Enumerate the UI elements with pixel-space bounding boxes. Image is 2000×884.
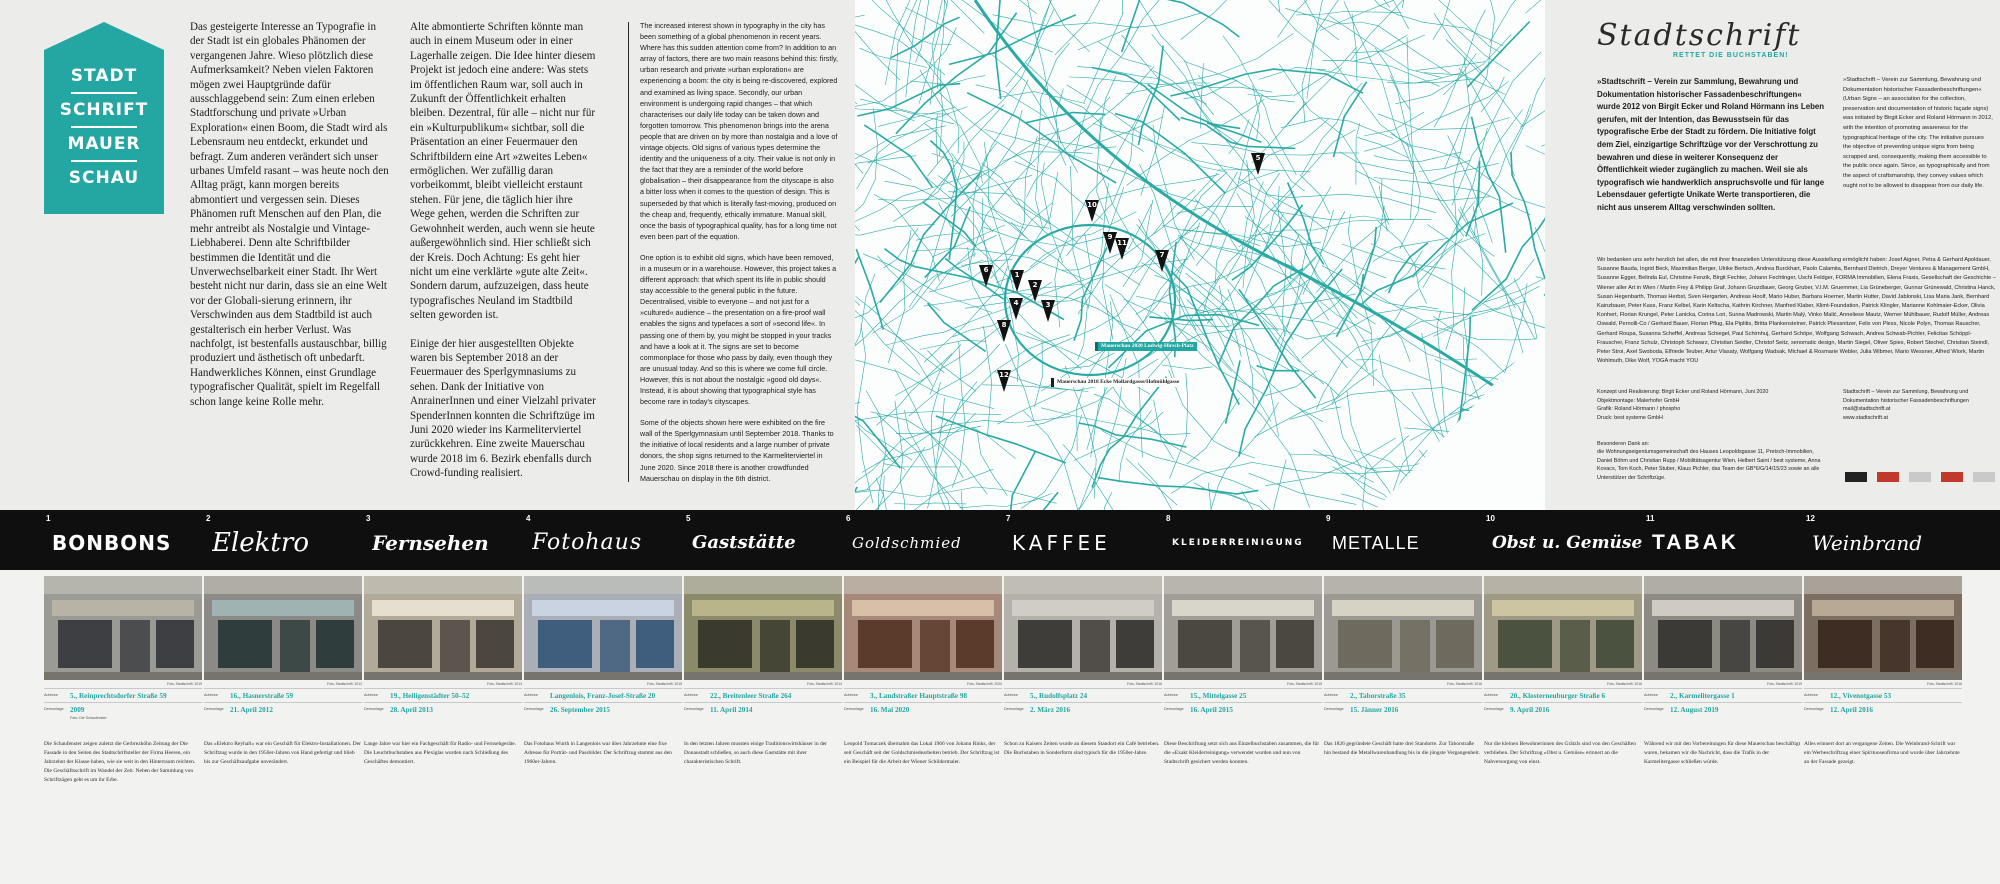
entry-note: Foto: Die Schaufenster [70, 716, 107, 720]
sign-details [44, 688, 202, 721]
band-number: 5 [686, 514, 691, 523]
shop-photo [204, 576, 362, 680]
pin-number: 12 [999, 371, 1009, 379]
map-label-2020: Mauerschau 2020 Ludwig-Hirsch-Platz [1095, 342, 1197, 351]
band-item [1644, 510, 1806, 570]
band-lettering: Weinbrand [1812, 531, 1923, 555]
removal-date: 16. Mai 2020 [870, 706, 910, 714]
address-value: 19., Heiligenstädter 50–52 [390, 692, 470, 700]
sign-details [1804, 688, 1962, 716]
sponsor-logo [1941, 472, 1963, 482]
address-label: Adresse [684, 693, 698, 697]
removal-date: 26. September 2015 [550, 706, 610, 714]
photo-credit: Foto: Stadtschrift, 2016 [1446, 682, 1482, 686]
sponsor-logo [1909, 472, 1931, 482]
removal-date: 12. August 2019 [1670, 706, 1719, 714]
intro-panel [0, 0, 855, 510]
sponsor-logo [1877, 472, 1899, 482]
date-label: Demontage [204, 707, 224, 711]
sign-details [1484, 688, 1642, 716]
photo-credit: Foto: Stadtschrift, 2016 [1606, 682, 1642, 686]
address-label: Adresse [204, 693, 218, 697]
sign-details [204, 688, 362, 716]
shop-photo [44, 576, 202, 680]
band-number: 11 [1646, 514, 1655, 523]
pin-number: 3 [1045, 301, 1051, 309]
sign-story: Diese Beschriftung setzt sich aus Einzelbuchstaben zusammen, die für die »Exakt Kleiderreinigung« verwendet wurden und nun von Stadtschrift gesichert werden konnten. [1164, 741, 1320, 765]
paragraph: Einige der hier ausgestellten Objekte waren bis September 2018 an der Feuermauer des Sperlgymnasiums zu sehen. Dank der Initiative von AnrainerInnen und einer Vielzahl privater SpenderInnen konnten die Schriftzüge im Juni 2020 wieder ins Karmeliterviertel zurückkehren. Eine zweite Mauerschau wurde 2018 im 6. Bezirk ebenfalls durch Crowd-funding realisiert. [410, 337, 596, 480]
brand-tagline: RETTET DIE BUCHSTABEN! [1673, 52, 1789, 59]
map-pin [1010, 270, 1024, 292]
band-item [44, 510, 206, 570]
band-number: 10 [1486, 514, 1495, 523]
address-value: 2., Taborstraße 35 [1350, 692, 1406, 700]
shop-photo [1004, 576, 1162, 680]
intro-text-german-col1 [190, 20, 390, 423]
sign-details [1644, 688, 1802, 716]
removal-date: 9. April 2016 [1510, 706, 1550, 714]
band-lettering: Fernsehen [372, 531, 489, 555]
band-lettering: BONBONS [52, 531, 172, 555]
sign-details [524, 688, 682, 716]
removal-date: 2009 [70, 706, 85, 714]
photo-credit: Foto: Stadtschrift, 2015 [646, 682, 682, 686]
band-number: 12 [1806, 514, 1815, 523]
sign-details [684, 688, 842, 716]
address-value: 5., Rudolfsplatz 24 [1030, 692, 1088, 700]
sponsor-logo [1973, 472, 1995, 482]
sign-story: Während wir mit den Vorbereitungen für diese Mauerschau beschäftigt waren, bekamen wir die Nachricht, dass die Trafik in der Karmelitergasse schließen würde. [1644, 741, 1801, 765]
removal-date: 15. Jänner 2016 [1350, 706, 1399, 714]
pin-number: 5 [1255, 154, 1261, 162]
pin-number: 2 [1032, 281, 1038, 289]
map-pin [979, 265, 993, 287]
date-label: Demontage [44, 707, 64, 711]
pin-number: 4 [1013, 299, 1019, 307]
map-pin [997, 370, 1011, 392]
band-item [1164, 510, 1326, 570]
pin-number: 11 [1117, 239, 1127, 247]
mauerschau-logo [44, 22, 164, 214]
photo-credit: Foto: Stadtschrift, 2014 [806, 682, 842, 686]
logo-word-2: SCHRIFT [59, 100, 149, 120]
date-label: Demontage [1804, 707, 1824, 711]
map-pin [1041, 300, 1055, 322]
sign-details [1164, 688, 1322, 716]
donor-thanks: Wir bedanken uns sehr herzlich bei allen, die mit ihrer finanziellen Unterstützung diese Ausstellung ermöglicht haben: Josef Aigner, Petra & Gerhard Apoldauer, Susanne Bauda, Ingrid Beck, Maximilian Berger, Ulrike Bertsch, Andrea Burckhart, Paolo Calamita, Bernhard Dietrich, Dreyer Ventures & Management GmbH, Susanne Egger, Belinda Eul, Christine Fenzik, Birgit Fechter, Johann Fechtinger, Uschi Feldger, FORMA Immobilien, Elena Fraxis, Gesellschaft der Geschichte – Wiener aller Art in Wien / Martin Frey & Philipp Graf, Johann Gruzdlauer, Georg Gruber, V.I.M. Gruemmer, Lia Grüneberger, Gunnar Grünewald, Christina Hanck, Susan Hegenbarth, Thomas Herbst, Sven Hergarten, Andreas Hoolf, Mario Huber, Barbara Hoerner, Martin Hutter, David Jablonski, Lisa Maria Jank, Bernhard Kainzbauer, Peter Kass, Franz Kelbel, Karin Keltscha, Kathrin Kirchner, Manfred Klaber, Klimt-Foundation, Patrick Klingler, Marianne Kohlmaier-Ecker, Olivia Konhert, Florian Krungel, Peter Lanicka, Corina Lori, Sunna Madrowski, Martin Malý, Vinko Malić, Anneliese Mautz, Werner Mühlbauer, Rudolf Müller, Andreas Oswald, Pernolli-Co / Gerhard Bauer, Florian Pflug, Ela Piplitis, Britta Plankensteiner, Patrick Pliessnitzer, Felix von Pless, Nicole Polyn, Thomas Rauscher, Gerhard Roupa, Susanna Scheffel, Andreas Schiegel, Paul Schirnhuj, Gerhard Schöpe, Wolfgang Schwach, Andrea Schwab-Pichler, Felicitas Schöppl-Frauscher, Franz Schulz, Christoph Schwarz, Christian Seidler, Christof Seitz, senomatic design, Martin Siegel, Oliver Spies, Robert Stechel, Christian Steindl, Peter Stroi, Axel Swoboda, Elfriede Teuber, Artur Vlasaty, Wolfgang Wadsak, Michael & Rosmarie Webler, Julia Wibmer, Mario Wessner, Alfred Wiork, Martin Wohlmuth, Dike Wolf, YOGA macht YOU [1597, 257, 1996, 365]
address-label: Adresse [1324, 693, 1338, 697]
sign-story: Leopold Tomaczek übernahm das Lokal 1966 von Johann Rinks, der seit Geschäft seit der Goldschmiedearbeiten betrieb. Der Schriftzug ist ein Beispiel für die Arbeit der Wiener Schildermaler. [844, 741, 1000, 765]
sign-story: Das »Elektro Reyhall« war ein Geschäft für Elektro-Installationen. Der Schriftzug wurde in den 1950er-Jahren von Hand gefertigt und blieb bis zur Geschäftsaufgabe unverändert. [204, 741, 361, 765]
band-item [524, 510, 686, 570]
band-lettering: KAFFEE [1012, 531, 1111, 555]
shop-photo [844, 576, 1002, 680]
address-value: Langenlois, Franz-Josef-Straße 20 [550, 692, 656, 700]
lettering-band [0, 510, 2000, 570]
logo-word-3: MAUER [67, 134, 141, 154]
map-pin [1085, 200, 1099, 222]
address-value: 20., Klosterneuburger Straße 6 [1510, 692, 1606, 700]
address-value: 22., Breitenleer Straße 264 [710, 692, 792, 700]
band-item [1324, 510, 1486, 570]
address-label: Adresse [1484, 693, 1498, 697]
association-intro-german: »Stadtschrift – Verein zur Sammlung, Bewahrung und Dokumentation historischer Fassadenbeschriftungen« wurde 2012 von Birgit Ecker und Roland Hörmann ins Leben gerufen, mit der Intention, das Bewusstsein für das typografische Erbe der Stadt zu fördern. Die Initiative folgt dem Ziel, einzigartige Schriftzüge vor der Verschrottung zu bewahren und diese in weiterer Konsequenz der Öffentlichkeit wieder zugänglich zu machen. Weil sie als typografisch wie handwerklich anspruchsvolle und für lange Lebensdauer gefertigte Unikate Werte transportieren, die nicht aus unserem Alltag verschwinden sollten. [1597, 77, 1825, 212]
photo-credit: Foto: Stadtschrift, 2019 [1766, 682, 1802, 686]
shop-photo [1324, 576, 1482, 680]
association-intro-english: »Stadtschrift – Verein zur Sammlung, Bewahrung und Dokumentation historischer Fassadenbeschriftungen« (Urban Signs – an association for the collection, preservation and documentation of historic façade signs) was initiated by Birgit Ecker and Roland Hörmann in 2012, with the intention of promoting awareness for the typographical heritage of the city. The initiative pursues the objective of preventing unique signs from being scrapped and, consequently, making them accessible to the public once again. Since, as typographically and from the aspect of craftsmanship, they convey values which ought not to be allowed to disappear from our daily life. [1843, 77, 1993, 189]
sign-details [364, 688, 522, 716]
logo-word-4: SCHAU [68, 168, 140, 188]
band-lettering: METALLE [1332, 533, 1420, 553]
photo-credit: Foto: Stadtschrift, 2013 [486, 682, 522, 686]
sign-details [1324, 688, 1482, 716]
photo-credit: Foto: Stadtschrift, 2020 [966, 682, 1002, 686]
paragraph: Das gesteigerte Interesse an Typografie in der Stadt ist ein globales Phänomen der vergangenen Jahre. Wieso plötzlich diese Aufmerksamkeit? Neben vielen Faktoren mögen zwei Hauptgründe dafür ausschlaggebend sein: Zum einen erleben Stadtforschung und private »Urban Exploration« einen Boom, die Stadt wird als Lebensraum neu entdeckt, erkundet und befragt. Zum anderen verändert sich unser urbanes Umfeld rasant – was heute noch den Alltag prägt, kann morgen bereits abmontiert und vergessen sein. Dieses Phänomen ruft Menschen auf den Plan, die mehr antreibt als Nostalgie und Vintage-Liebhaberei. Denn alte Schriftbilder bestimmen die Identität und die Unverwechselbarkeit einer Stadt. Ihr Wert besteht nicht nur darin, dass sie an eine Welt vor der Globali-sierung erinnern, ihr Verschwinden aus dem Stadtbild ist auch gestalterisch ein herber Verlust. Was nachfolgt, ist bestenfalls austauschbar, billig produziert und ästhetisch oft unbedarft. Handwerkliches Können, einst Grundlage typografischer Qualität, spielt im Regelfall schon lange keine Rolle mehr. [190, 21, 389, 408]
address-label: Adresse [44, 693, 58, 697]
band-number: 1 [46, 514, 51, 523]
pin-number: 9 [1107, 233, 1113, 241]
intro-text-german-col2 [410, 20, 600, 495]
band-lettering: Elektro [212, 528, 309, 558]
address-value: 15., Mittelgasse 25 [1190, 692, 1247, 700]
pin-number: 1 [1014, 271, 1020, 279]
intro-text-english [640, 20, 838, 494]
band-item [204, 510, 366, 570]
address-value: 3., Landstraßer Hauptstraße 98 [870, 692, 968, 700]
removal-date: 16. April 2015 [1190, 706, 1233, 714]
band-lettering: Obst u. Gemüse [1492, 533, 1643, 553]
pin-number: 8 [1001, 321, 1007, 329]
photo-credit: Foto: Stadtschrift, 2016 [1126, 682, 1162, 686]
removal-date: 11. April 2014 [710, 706, 753, 714]
sponsor-logo [1845, 472, 1867, 482]
paragraph: Some of the objects shown here were exhibited on the fire wall of the Sperlgymnasium until September 2018. Thanks to the initiative of local residents and a large number of private donors, the shop signs returned to the Karmeliterviertel in June 2020. Since 2018 there is another crowdfunded Mauerschau on display in the 6th district. [640, 418, 834, 483]
map-pin [1251, 153, 1265, 175]
date-label: Demontage [684, 707, 704, 711]
band-item [844, 510, 1006, 570]
date-label: Demontage [364, 707, 384, 711]
shop-photo [524, 576, 682, 680]
band-lettering: Fotohaus [532, 530, 643, 555]
map-pin [1115, 238, 1129, 260]
date-label: Demontage [1164, 707, 1184, 711]
address-value: 16., Hasnerstraße 59 [230, 692, 294, 700]
shop-photo [1484, 576, 1642, 680]
date-label: Demontage [1324, 707, 1344, 711]
shop-photo [364, 576, 522, 680]
city-map [855, 0, 1545, 510]
street-network [855, 0, 1545, 510]
band-number: 8 [1166, 514, 1171, 523]
sign-details [844, 688, 1002, 716]
sign-details [1004, 688, 1162, 716]
column-divider [628, 22, 629, 482]
address-value: 12., Vivenotgasse 53 [1830, 692, 1892, 700]
band-lettering: Gaststätte [692, 532, 796, 553]
date-label: Demontage [1484, 707, 1504, 711]
band-item [684, 510, 846, 570]
shop-photo [1164, 576, 1322, 680]
pin-number: 6 [983, 266, 989, 274]
address-label: Adresse [1644, 693, 1658, 697]
removal-date: 28. April 2013 [390, 706, 433, 714]
contact: Stadtschrift – Verein zur Sammlung, Bewahrung und Dokumentation historischer Fassadenbeschriftungen mail@stadtschrift.at www.stadtschrift.at [1843, 389, 1969, 421]
sign-story: Die Schaufenster zeigen zuletzt die Gerbrezhöhn Zeitung der Die Fassade in den Seiten des Stadtschriftsteller der Firma Heeren, ein Jahrzehnt der Klasse haben, wie sie weit in den Hinterraum reichten. Die Geschäftsschrift im Wandel der Zeit. Neben der Sammlung von Schriftzügen geht es um ihr Erbe. [44, 741, 196, 783]
map-label-2018: Mauerschau 2018 Ecke Mollardgasse/Hofmühlgasse [1051, 378, 1182, 387]
band-item [1004, 510, 1166, 570]
map-pin [1028, 280, 1042, 302]
sign-story: Lange Jahre war hier ein Fachgeschäft für Radio- und Fernsehgeräte. Die Leuchtbuchstaben aus Plexiglas wurden nach Schließung des Geschäftes demontiert. [364, 741, 517, 765]
map-pin [1155, 250, 1169, 272]
band-number: 2 [206, 514, 211, 523]
band-lettering: KLEIDERREINIGUNG [1172, 538, 1304, 548]
band-lettering: Goldschmied [852, 534, 962, 552]
shop-photo [684, 576, 842, 680]
address-value: 2., Karmelitergasse 1 [1670, 692, 1735, 700]
shop-photo [1804, 576, 1962, 680]
date-label: Demontage [1004, 707, 1024, 711]
credits: Konzept und Realisierung: Birgit Ecker und Roland Hörmann, Juni 2020 Objektmontage: Malerhofer GmbH Grafik: Roland Hörmann / phospho Druck: best systeme GmbH [1597, 389, 1769, 421]
address-label: Adresse [524, 693, 538, 697]
paragraph: One option is to exhibit old signs, which have been removed, in a museum or in a warehouse. However, this project takes a different approach: that which spent its life in public should stay accessible to the general public in the future. Decentralised, visible to everyone – and not just for a »cultured« audience – the presentation on a fire-proof wall enables the signs and typefaces a sort of »second life«. In passing one of them by, you might be stopped in your tracks and have a look at it. The signs are set to become commonplace for those who pass by daily, even though they are unusual today. And so this is where we come full circle. However, this is not about the nostalgic »good old days«. Instead, it is about showing that typographical style has become rare in today's cityscapes. [640, 252, 837, 407]
date-label: Demontage [1644, 707, 1664, 711]
removal-date: 12. April 2016 [1830, 706, 1873, 714]
band-item [1484, 510, 1646, 570]
sign-story: Das 1826 gegründete Geschäft hatte drei Standorte. Zur Taborstraße hin bestand die Metallwarenhandlung bis in die jüngste Vergangenheit. [1324, 741, 1481, 756]
address-label: Adresse [1804, 693, 1818, 697]
date-label: Demontage [524, 707, 544, 711]
band-item [1804, 510, 1966, 570]
band-lettering: TABAK [1652, 531, 1739, 554]
special-thanks: Besonderen Dank an: die Wohnungseigentumsgemeinschaft des Hauses Leopoldsgasse 11, Pretsch-Immobilien, Daniel Böhm und Christian Rupp / Mobilitätsagentur Wien, Helbert Saint / best systeme, Anna Kovacs, Tom Koch, Peter Stuber, Klaus Pichler, das Team der GB*6/G/14/15/23 sowie an alle Unterstützer der Schriftzüge. [1597, 441, 1821, 481]
removal-date: 21. April 2012 [230, 706, 273, 714]
map-pin [997, 320, 1011, 342]
sign-story: Alles erinnert dort an vergangene Zeiten. Die Weinbrand-Schrift war ein Werbeschriftzug einer Spirituosenfirma und wurde über Jahrzehnte an der Fassade gezeigt. [1804, 741, 1960, 765]
band-number: 4 [526, 514, 531, 523]
address-label: Adresse [364, 693, 378, 697]
band-number: 3 [366, 514, 371, 523]
band-number: 7 [1006, 514, 1011, 523]
shop-photo [1644, 576, 1802, 680]
association-panel [1545, 0, 2000, 510]
sign-story: Nur die kleinen Bewohnerinnen des Grätzls sind von den Geschäften verblieben. Der Schriftzug »Obst u. Gemüse« erinnert an die Nahversorgung von einst. [1484, 741, 1636, 765]
map-pin [1009, 298, 1023, 320]
date-label: Demontage [844, 707, 864, 711]
address-value: 5., Reinprechtsdorfer Straße 59 [70, 692, 167, 700]
pin-number: 7 [1159, 251, 1165, 259]
photo-credit: Foto: Stadtschrift, 2019 [166, 682, 202, 686]
removal-date: 2. März 2016 [1030, 706, 1071, 714]
sign-story: In den letzten Jahren mussten einige Traditionswirtshäuser in der Donaustadt schließen, so auch diese Gaststätte mit ihrer charakteristischen Schrift. [684, 741, 827, 765]
pin-number: 10 [1087, 201, 1097, 209]
logo-word-1: STADT [70, 66, 138, 86]
paragraph: The increased interest shown in typography in the city has been something of a global phenomenon in recent years. Where has this sudden attention come from? In addition to an array of factors, there are two main reasons behind this: firstly, urban research and private »urban exploration« are experiencing a boom: the city is being re-discovered, explored and examined as living space. Secondly, our urban environment is undergoing rapid changes – that which characterises our daily life today can be taken down and forgotten tomorrow. This phenomenon brings into the arena people that are driven on by more than nostalgia and a love of vintage objects. Old signs of various types determine the identity and the uniqueness of a city. Their value is not only in the fact that they are a reminder of the world before globalisation – their disappearance from the cityscape is also a bitter loss when it comes to the question of design. This is superseded by that which is literally fast-moving, produced on the cheap and, frequently, ethically immature. Manual skill, once the basis of typographical quality, has for a long time not even been part of the equation. [640, 21, 839, 241]
address-label: Adresse [1004, 693, 1018, 697]
address-label: Adresse [844, 693, 858, 697]
band-number: 6 [846, 514, 851, 523]
photo-credit: Foto: Stadtschrift, 2012 [326, 682, 362, 686]
photo-credit: Foto: Stadtschrift, 2016 [1926, 682, 1962, 686]
sign-story: Schon zu Kaisers Zeiten wurde an diesem Standort ein Café betrieben. Die Buchstaben in Sonderform sind typisch für die 1950er-Jahre. [1004, 741, 1160, 756]
band-item [364, 510, 526, 570]
photo-credit: Foto: Stadtschrift, 2015 [1286, 682, 1322, 686]
sponsor-logos [1845, 468, 1995, 486]
address-label: Adresse [1164, 693, 1178, 697]
paragraph: Alte abmontierte Schriften könnte man auch in einem Museum oder in einer Lagerhalle zeigen. Die Idee hinter diesem Projekt ist jedoch eine andere: Was stets im öffentlichen Raum war, soll auch in Zukunft der Öffentlichkeit erhalten bleiben. Dezentral, für alle – nicht nur für ein »Kulturpublikum« sichtbar, soll die Präsentation an einer Feuermauer den Schriftbildern eine Art »zweites Leben« ermöglichen. Wer zufällig daran vorbeikommt, bleibt vielleicht erstaunt stehen. Für jene, die täglich hier ihre Wege gehen, werden die Schriften zur Gewohnheit werden, auch wenn sie heute außergewöhnlich sind. Hier schließt sich der Kreis. Doch Achtung: Es geht hier nicht um eine verklärte »gute alte Zeit«. Sondern darum, aufzuzeigen, dass heute typografisches Neuland im Stadtbild selten geworden ist. [410, 21, 596, 322]
band-number: 9 [1326, 514, 1331, 523]
sign-story: Das Fotohaus Wurth in Langenlois war über Jahrzehnte eine fixe Adresse für Porträt- und Passbilder. Der Schriftzug stammt aus den 1960er-Jahren. [524, 741, 672, 765]
stadtschrift-logo: Stadtschrift [1597, 18, 1802, 53]
